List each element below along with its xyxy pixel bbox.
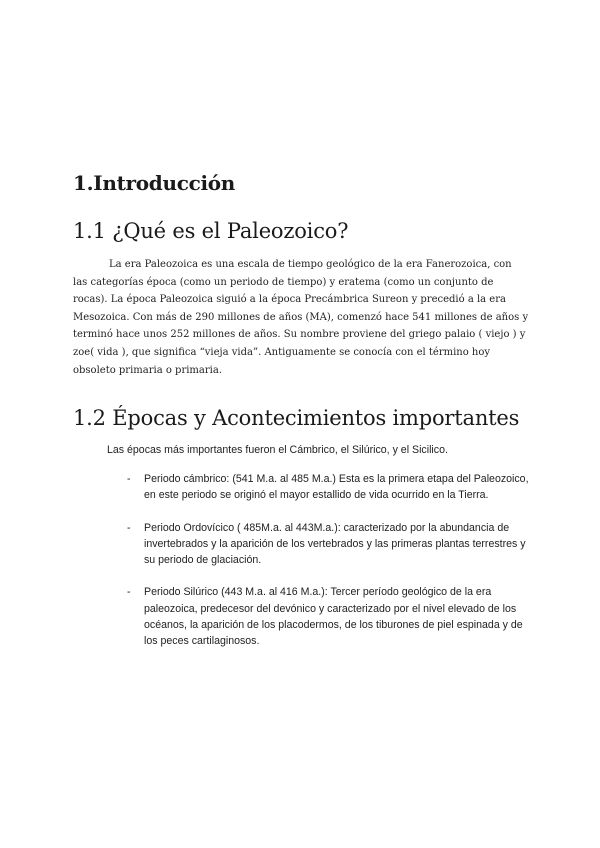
dash-bullet-icon: - [127, 586, 131, 599]
heading-epocas-acontecimientos: 1.2 Épocas y Acontecimientos importantes [73, 406, 520, 430]
epocas-intro-text: Las épocas más importantes fueron el Cámbrico, el Silúrico, y el Sicilico. [107, 444, 448, 456]
list-item-silurico [123, 584, 533, 649]
dash-bullet-icon: - [127, 473, 131, 485]
paleozoico-paragraph: La era Paleozoica es una escala de tiempo geológico de la era Fanerozoica, con las categorías época (como un periodo de tiempo) y eratema (como un conjunto de rocas). La época Paleozoica siguió a la época Precámbrica Sureon y precedió a la era Mesozoica. Con más de 290 millones de años (MA), comenzó hace 541 millones de años y terminó hace unos 252 millones de años. Su nombre proviene del griego palaio ( viejo ) y zoe( vida ), que significa “vieja vida”. Antiguamente se conocía con el término hoy obsoleto primaria o primaria. [73, 259, 529, 376]
heading-introduccion: 1.Introducción [73, 171, 236, 195]
dash-bullet-icon: - [127, 521, 131, 534]
heading-que-es-paleozoico: 1.1 ¿Qué es el Paleozoico? [73, 219, 349, 243]
list-item-ordovicico [123, 520, 533, 569]
list-item-text: Periodo cámbrico: (541 M.a. al 485 M.a.) Esta es la primera etapa del Paleozoico, en este periodo se originó el mayor estallido de vida ocurrido en la Tierra. [144, 473, 529, 502]
list-item-cambrico [123, 471, 533, 504]
list-item-text: Periodo Ordovícico ( 485M.a. al 443M.a.): caracterizado por la abundancia de invertebrados y la aparición de los vertebrados y las primeras plantas terrestres y su periodo de glaciación. [144, 521, 526, 567]
list-item-text: Periodo Silúrico (443 M.a. al 416 M.a.): Tercer período geológico de la era paleozoica, predecesor del devónico y caracterizado por el nivel elevado de los océanos, la aparición de los placodermos, de los tiburones de piel espinada y de los peces cartilaginosos. [144, 586, 523, 648]
periods-list [123, 471, 533, 666]
